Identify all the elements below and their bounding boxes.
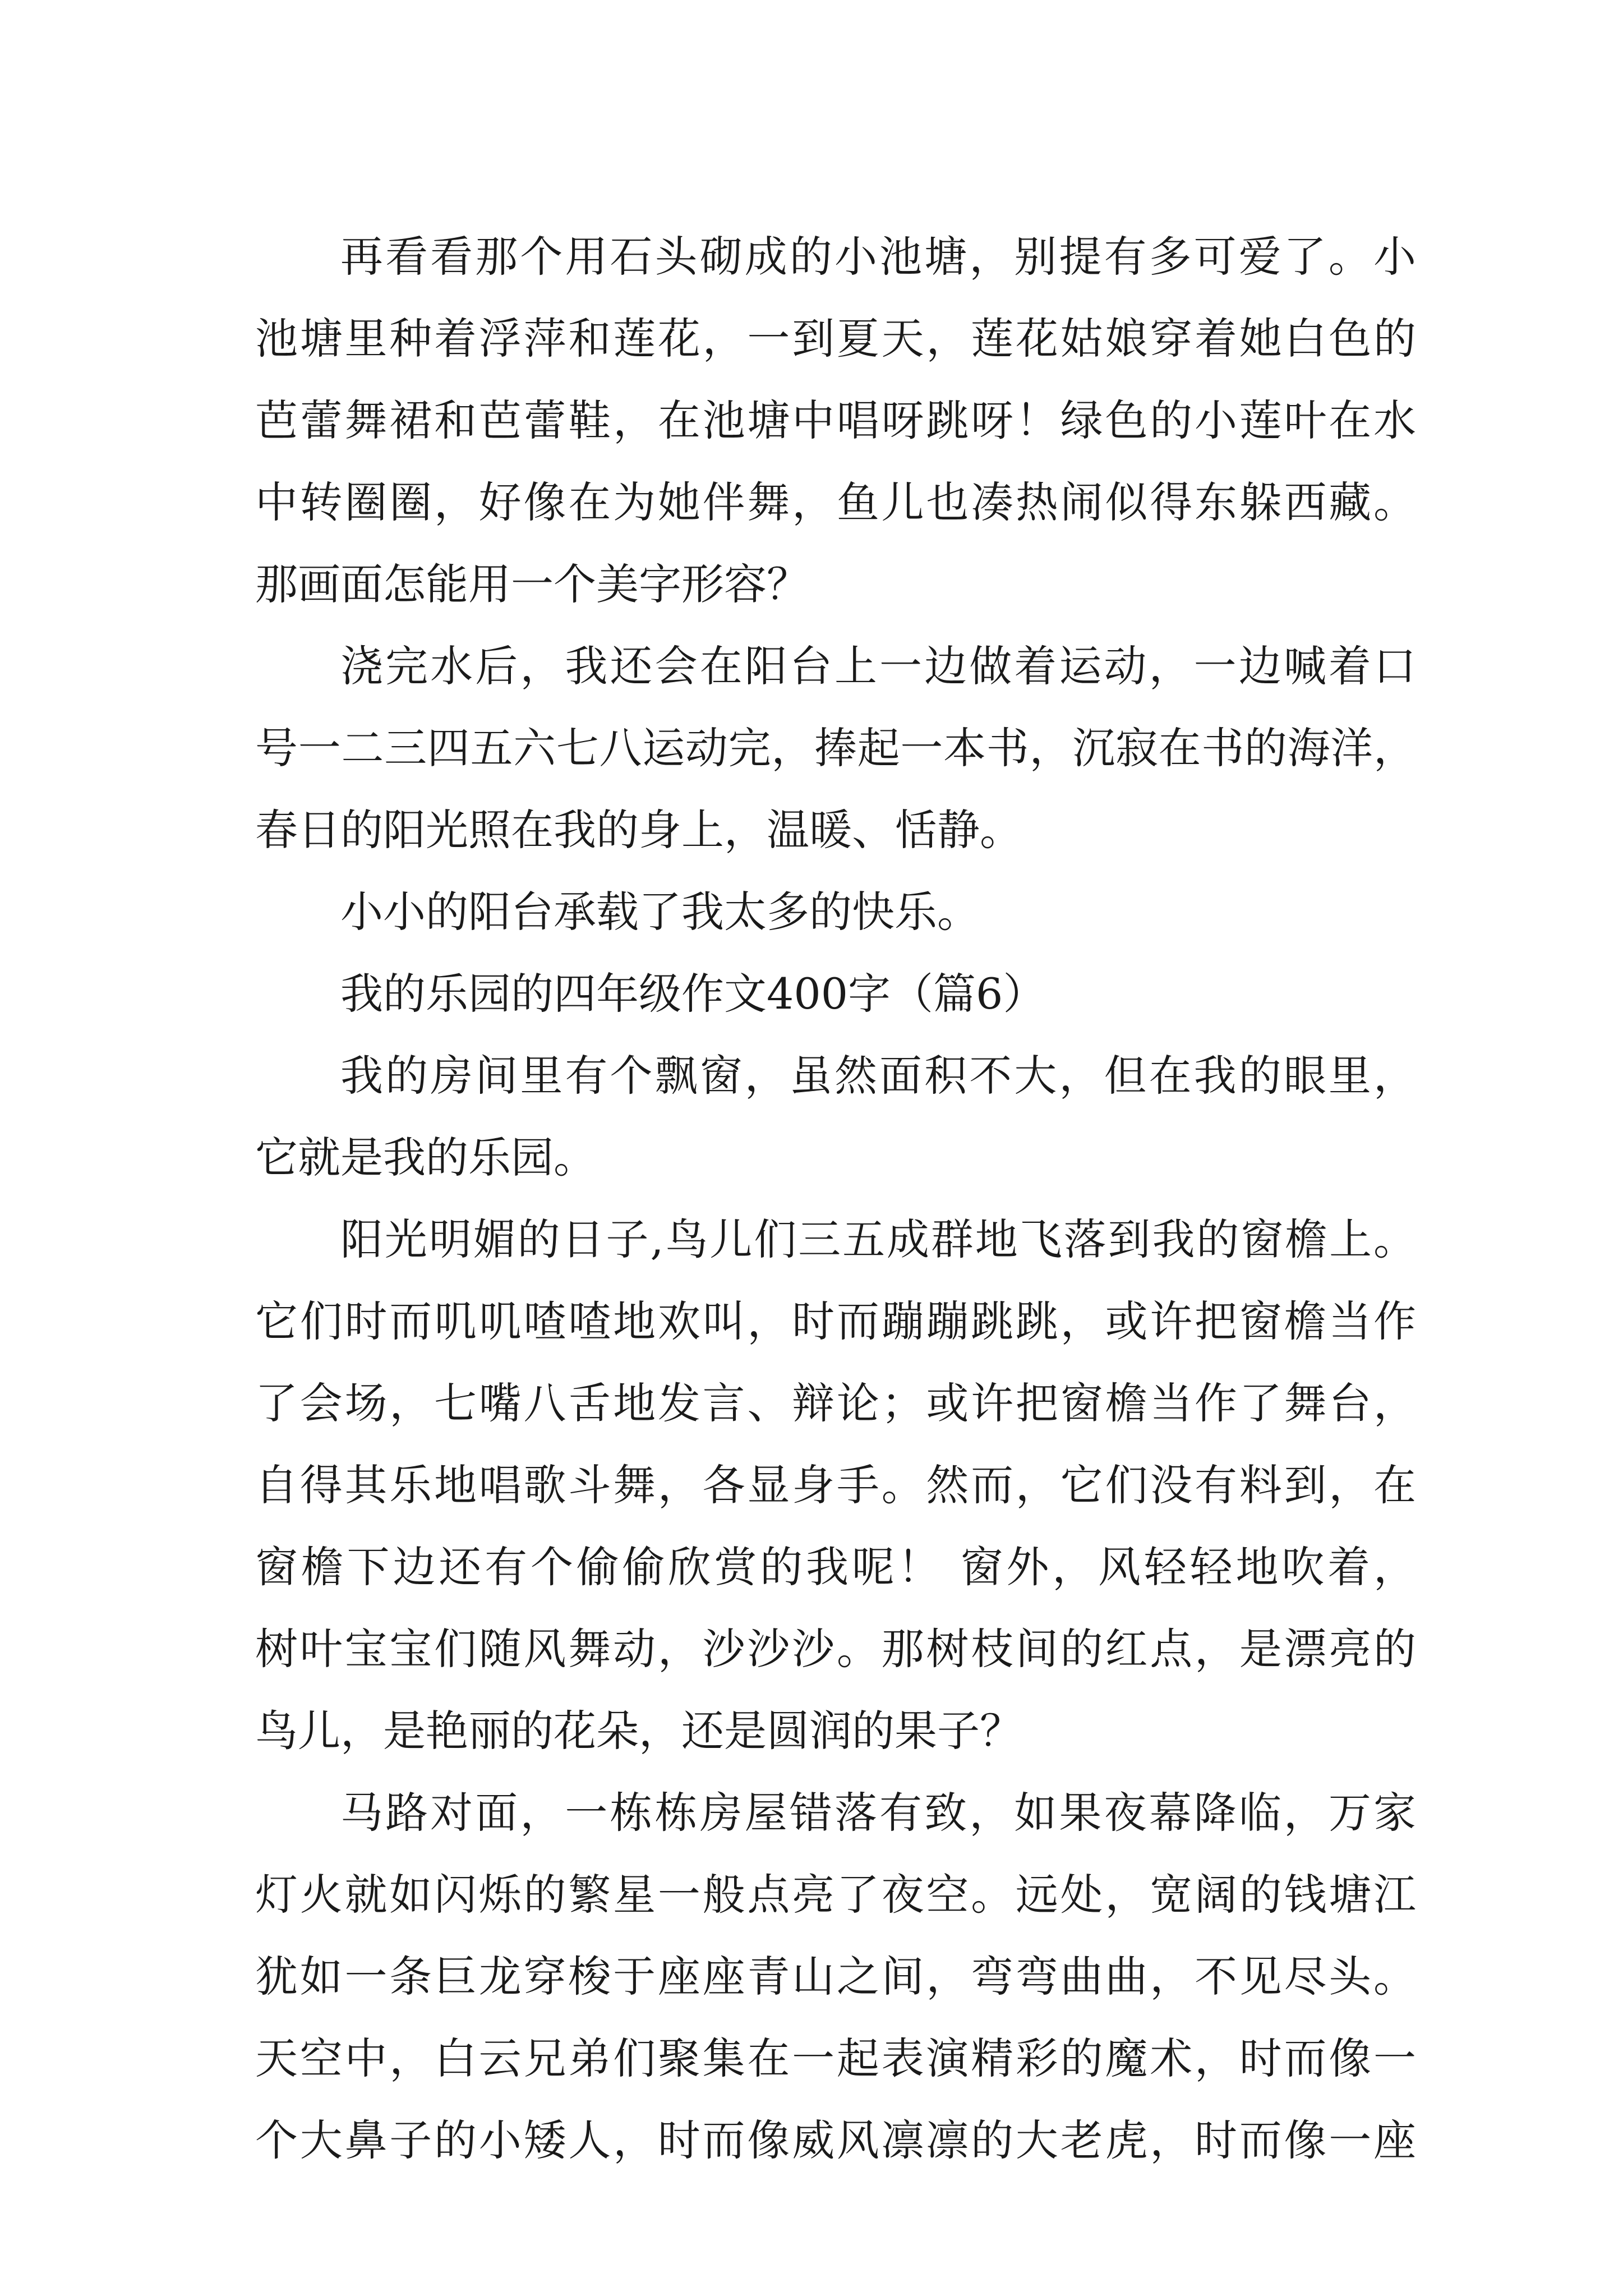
text-line: 浇完水后，我还会在阳台上一边做着运动，一边喊着口 [340,641,1416,691]
paragraph-bay-window [255,1035,1416,1199]
text-line: 那画面怎能用一个美字形容？ [255,559,809,609]
text-line: 它们时而叽叽喳喳地欢叫，时而蹦蹦跳跳，或许把窗檐当作 [255,1296,1416,1346]
text-line: 再看看那个用石头砌成的小池塘，别提有多可爱了。小 [340,232,1416,282]
text-line: 自得其乐地唱歌斗舞，各显身手。然而，它们没有料到，在 [255,1460,1416,1510]
text-line: 它就是我的乐园。 [255,1133,596,1182]
paragraph-balcony-exercise [255,625,1416,871]
text-line: 灯火就如闪烁的繁星一般点亮了夜空。远处，宽阔的钱塘江 [255,1870,1416,1920]
text-line: 树叶宝宝们随风舞动，沙沙沙。那树枝间的红点，是漂亮的 [255,1624,1416,1674]
text-line: 阳光明媚的日子,鸟儿们三五成群地飞落到我的窗檐上。 [340,1214,1416,1264]
paragraph-view [255,1772,1416,2182]
text-line: 了会场，七嘴八舌地发言、辩论；或许把窗檐当作了舞台， [255,1378,1416,1428]
text-line: 芭蕾舞裙和芭蕾鞋，在池塘中唱呀跳呀！绿色的小莲叶在水 [255,395,1416,445]
text-line: 春日的阳光照在我的身上，温暖、恬静。 [255,805,1022,855]
text-line: 我的房间里有个飘窗，虽然面积不大，但在我的眼里， [340,1051,1416,1101]
paragraph-birds [255,1199,1416,1772]
essay-title-text: 我的乐园的四年级作文400字（篇6） [340,969,1046,1019]
text-line: 池塘里种着浮萍和莲花，一到夏天，莲花姑娘穿着她白色的 [255,314,1416,364]
essay-title [255,953,1416,1035]
text-line: 小小的阳台承载了我太多的快乐。 [340,887,980,937]
paragraph-pond [255,216,1416,625]
text-line: 窗檐下边还有个偷偷欣赏的我呢！ 窗外，风轻轻地吹着， [255,1542,1416,1592]
text-line: 犹如一条巨龙穿梭于座座青山之间，弯弯曲曲，不见尽头。 [255,1952,1416,2001]
text-line: 中转圈圈，好像在为她伴舞，鱼儿也凑热闹似得东躲西藏。 [255,477,1416,527]
text-line: 号一二三四五六七八运动完，捧起一本书，沉寂在书的海洋， [255,723,1416,773]
text-line: 个大鼻子的小矮人，时而像威风凛凛的大老虎，时而像一座 [255,2115,1416,2165]
paragraph-balcony-joy [255,871,1416,953]
text-line: 天空中，白云兄弟们聚集在一起表演精彩的魔术，时而像一 [255,2033,1416,2083]
text-line: 马路对面，一栋栋房屋错落有致，如果夜幕降临，万家 [340,1788,1416,1838]
text-line: 鸟儿，是艳丽的花朵，还是圆润的果子？ [255,1706,1022,1756]
body-text [255,216,1416,2182]
